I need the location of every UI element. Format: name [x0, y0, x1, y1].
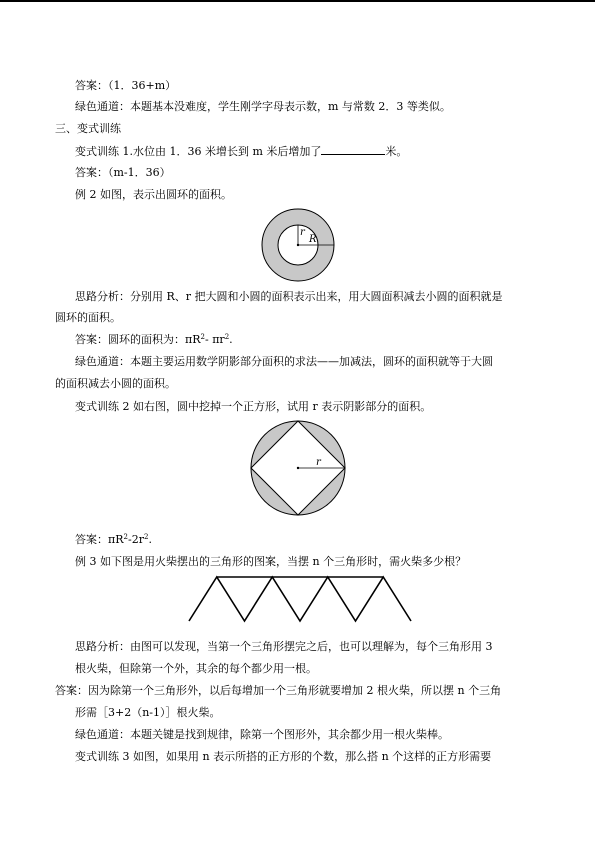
exercise-1 — [75, 144, 407, 159]
tip-2: 绿色通道：本题主要运用数学阴影部分面积的求法——加减法，圆环的面积就等于大圆 — [75, 355, 493, 368]
outer-radius-label: R — [309, 234, 317, 245]
matchstick-triangles-figure — [185, 575, 415, 625]
answer-2: 答案：（m-1．36） — [75, 166, 171, 179]
exercise-3: 变式训练 3 如图，如果用 n 表示所搭的正方形的个数，那么搭 n 个这样的正方形需要 — [75, 750, 492, 763]
tip-3: 绿色通道：本题关键是找到规律，除第一个图形外，其余都少用一根火柴棒。 — [75, 728, 449, 741]
answer-5-cont: 形需［3+2（n-1）］根火柴。 — [75, 706, 221, 719]
answer-1: 答案：（1．36+m） — [75, 79, 177, 92]
example-3: 例 3 如下图是用火柴摆出的三角形的图案，当摆 n 个三角形时，需火柴多少根？ — [75, 555, 467, 568]
example-2: 例 2 如图，表示出圆环的面积。 — [75, 188, 232, 201]
top-rule — [0, 0, 595, 2]
radius-label: r — [316, 457, 321, 468]
center-dot — [297, 467, 299, 469]
inner-radius-label: r — [300, 227, 305, 238]
square-in-circle-figure — [250, 420, 350, 520]
exercise-2: 变式训练 2 如右图，圆中挖掉一个正方形，试用 r 表示阴影部分的面积。 — [75, 400, 432, 413]
annulus-figure — [260, 207, 340, 287]
analysis-2: 思路分析：由图可以发现，当第一个三角形摆完之后，也可以理解为，每个三角形用 3 — [75, 640, 493, 653]
exercise-1-text: 变式训练 1.水位由 1．36 米增长到 m 米后增加了 — [75, 145, 322, 158]
matchstick-zigzag — [189, 577, 411, 621]
answer-5: 答案：因为除第一个三角形外，以后每增加一个三角形就要增加 2 根火柴，所以摆 n 个三角 — [55, 684, 502, 697]
analysis-1: 思路分析：分别用 R、r 把大圆和小圆的面积表示出来，用大圆面积减去小圆的面积就是 — [75, 290, 503, 303]
center-dot — [297, 244, 299, 246]
answer-blank — [321, 144, 385, 155]
analysis-1-cont: 圆环的面积。 — [55, 311, 121, 324]
tip-1: 绿色通道：本题基本没难度，学生刚学字母表示数，m 与常数 2．3 等类似。 — [75, 100, 451, 113]
section-heading: 三、变式训练 — [55, 122, 121, 135]
answer-4: 答案：$\pi R^2-2r^2$. — [75, 533, 152, 546]
analysis-2-cont: 根火柴，但除第一个外，其余的每个都少用一根。 — [75, 662, 317, 675]
exercise-1-unit: 米。 — [385, 145, 408, 158]
answer-3: 答案：圆环的面积为：$\pi R^2-$ $\pi r^2$. — [75, 333, 233, 346]
tip-2-cont: 的面积减去小圆的面积。 — [55, 377, 176, 390]
